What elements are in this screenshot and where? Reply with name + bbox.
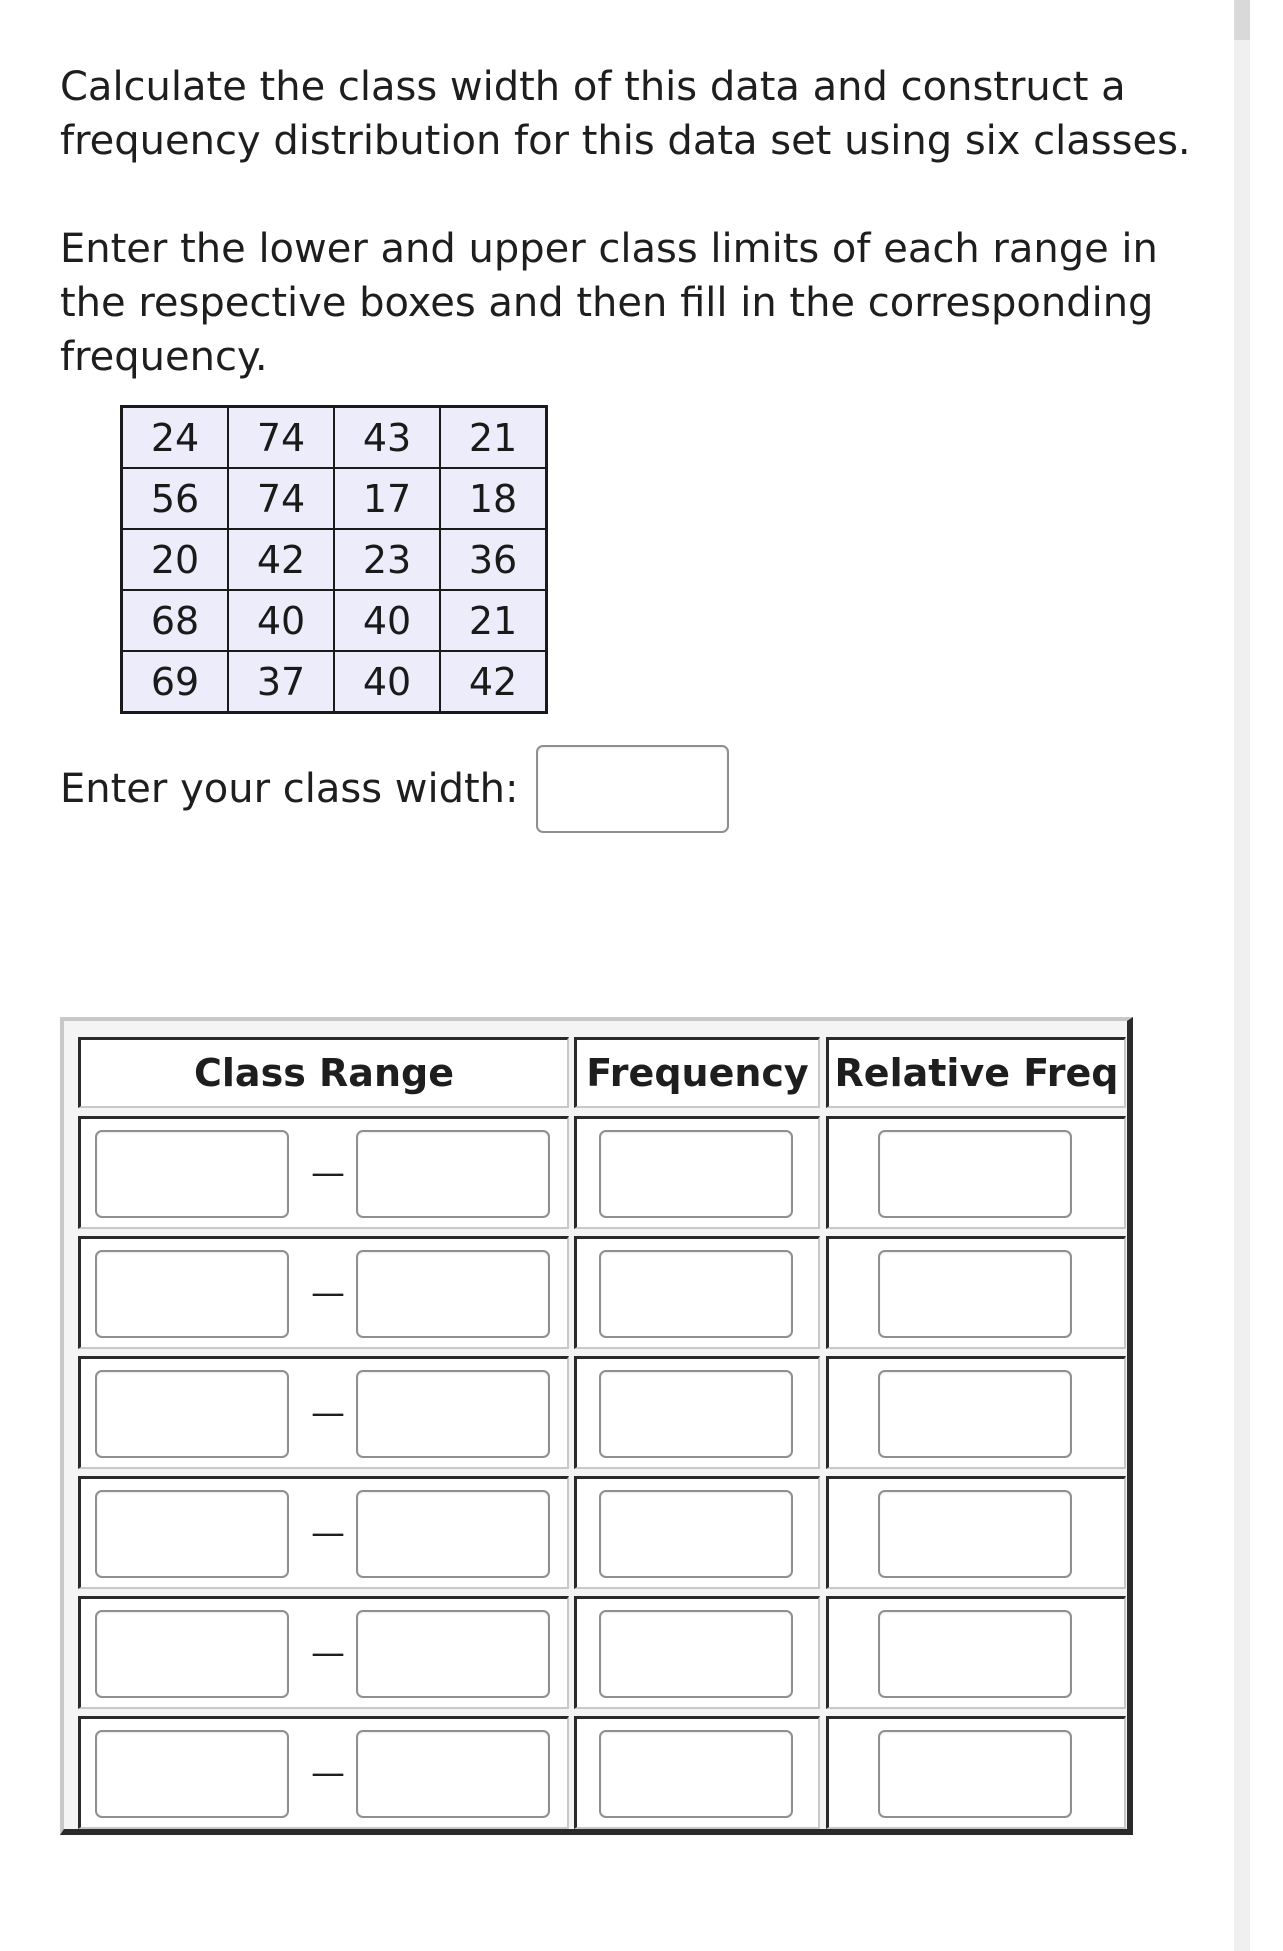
lower-limit-input[interactable]: [95, 1730, 289, 1818]
relative-freq-input[interactable]: [878, 1730, 1072, 1818]
data-cell: 42: [440, 651, 547, 713]
relative-freq-input[interactable]: [878, 1130, 1072, 1218]
class-width-row: [60, 745, 729, 833]
lower-limit-input[interactable]: [95, 1610, 289, 1698]
relative-freq-input[interactable]: [878, 1370, 1072, 1458]
data-cell: 74: [228, 468, 334, 529]
frequency-cell: [574, 1116, 820, 1229]
question-text: [60, 60, 1200, 384]
data-set-table: [120, 405, 548, 714]
range-separator: —: [311, 1273, 345, 1313]
data-cell: 23: [334, 529, 440, 590]
relative-freq-cell: [826, 1236, 1126, 1349]
header-relative-freq: Relative Freq: [826, 1037, 1126, 1108]
lower-limit-input[interactable]: [95, 1250, 289, 1338]
range-separator: —: [311, 1753, 345, 1793]
data-cell: 20: [122, 529, 229, 590]
upper-limit-input[interactable]: [356, 1130, 550, 1218]
lower-limit-input[interactable]: [95, 1490, 289, 1578]
frequency-cell: [574, 1236, 820, 1349]
relative-freq-cell: [826, 1716, 1126, 1829]
data-cell: 74: [228, 407, 334, 469]
relative-freq-cell: [826, 1596, 1126, 1709]
range-separator: —: [311, 1153, 345, 1193]
frequency-input[interactable]: [599, 1730, 793, 1818]
frequency-cell: [574, 1596, 820, 1709]
data-cell: 40: [334, 651, 440, 713]
data-cell: 21: [440, 407, 547, 469]
table-row: [122, 529, 547, 590]
frequency-input[interactable]: [599, 1370, 793, 1458]
lower-limit-input[interactable]: [95, 1370, 289, 1458]
frequency-cell: [574, 1476, 820, 1589]
data-cell: 69: [122, 651, 229, 713]
data-cell: 42: [228, 529, 334, 590]
class-width-input[interactable]: [536, 745, 729, 833]
data-cell: 21: [440, 590, 547, 651]
header-class-range: Class Range: [78, 1037, 569, 1108]
upper-limit-input[interactable]: [356, 1490, 550, 1578]
relative-freq-input[interactable]: [878, 1250, 1072, 1338]
scrollbar-thumb[interactable]: [1234, 0, 1250, 40]
data-cell: 17: [334, 468, 440, 529]
frequency-input[interactable]: [599, 1250, 793, 1338]
class-width-label: Enter your class width:: [60, 766, 519, 812]
class-range-cell: [78, 1476, 569, 1589]
table-row: [122, 468, 547, 529]
range-separator: —: [311, 1513, 345, 1553]
frequency-distribution-table: [60, 1017, 1133, 1835]
header-frequency: Frequency: [574, 1037, 820, 1108]
range-separator: —: [311, 1393, 345, 1433]
table-row: [122, 590, 547, 651]
table-row: [122, 651, 547, 713]
frequency-input[interactable]: [599, 1610, 793, 1698]
upper-limit-input[interactable]: [356, 1610, 550, 1698]
instruction-paragraph-2: Enter the lower and upper class limits of each range in the respective boxes and then fill in the corresponding frequency.: [60, 226, 1158, 380]
instruction-paragraph-1: Calculate the class width of this data and construct a frequency distribution for this data set using six classes.: [60, 64, 1191, 164]
data-cell: 40: [334, 590, 440, 651]
scrollbar-track[interactable]: [1234, 0, 1250, 1951]
data-cell: 40: [228, 590, 334, 651]
upper-limit-input[interactable]: [356, 1730, 550, 1818]
data-cell: 36: [440, 529, 547, 590]
relative-freq-cell: [826, 1356, 1126, 1469]
range-separator: —: [311, 1633, 345, 1673]
class-range-cell: [78, 1356, 569, 1469]
data-cell: 24: [122, 407, 229, 469]
upper-limit-input[interactable]: [356, 1370, 550, 1458]
frequency-input[interactable]: [599, 1490, 793, 1578]
table-row: [122, 407, 547, 469]
frequency-input[interactable]: [599, 1130, 793, 1218]
data-cell: 56: [122, 468, 229, 529]
relative-freq-cell: [826, 1476, 1126, 1589]
class-range-cell: [78, 1236, 569, 1349]
upper-limit-input[interactable]: [356, 1250, 550, 1338]
lower-limit-input[interactable]: [95, 1130, 289, 1218]
data-cell: 43: [334, 407, 440, 469]
relative-freq-input[interactable]: [878, 1610, 1072, 1698]
data-cell: 18: [440, 468, 547, 529]
frequency-cell: [574, 1716, 820, 1829]
class-range-cell: [78, 1596, 569, 1709]
frequency-cell: [574, 1356, 820, 1469]
class-range-cell: [78, 1116, 569, 1229]
relative-freq-cell: [826, 1116, 1126, 1229]
data-cell: 37: [228, 651, 334, 713]
relative-freq-input[interactable]: [878, 1490, 1072, 1578]
class-range-cell: [78, 1716, 569, 1829]
data-cell: 68: [122, 590, 229, 651]
